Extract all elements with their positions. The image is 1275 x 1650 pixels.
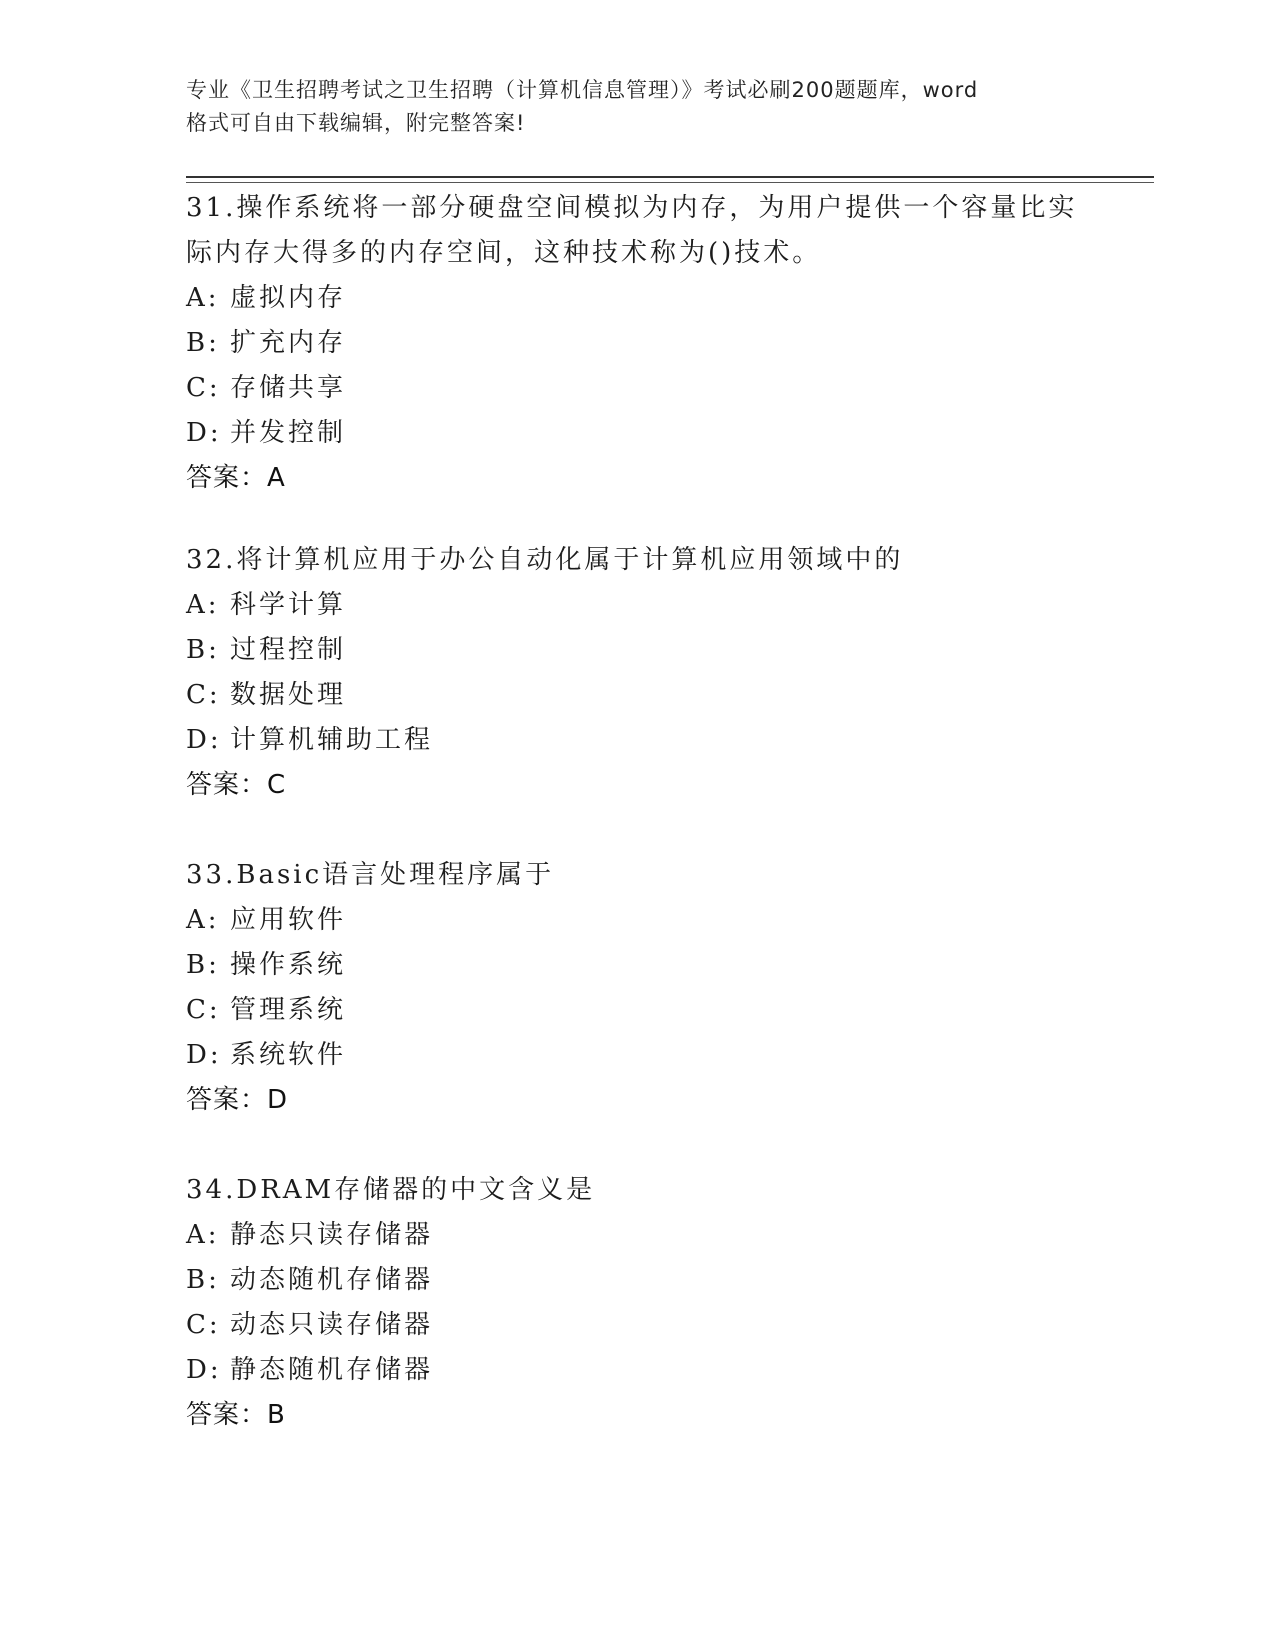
question-32 bbox=[186, 538, 1086, 808]
option-d bbox=[186, 1348, 1086, 1393]
option-letter: B: bbox=[186, 950, 220, 980]
header-divider-thin bbox=[186, 182, 1154, 183]
option-c bbox=[186, 673, 1086, 718]
option-text: 数据处理 bbox=[230, 680, 347, 710]
option-b bbox=[186, 1258, 1086, 1303]
option-letter: A: bbox=[186, 1220, 220, 1250]
question-stem: 32.将计算机应用于办公自动化属于计算机应用领域中的 bbox=[186, 545, 904, 575]
option-d bbox=[186, 1033, 1086, 1078]
option-text: 动态随机存储器 bbox=[230, 1265, 434, 1295]
option-b bbox=[186, 321, 1086, 366]
header-line-2: 格式可自由下载编辑，附完整答案! bbox=[186, 111, 526, 135]
option-a bbox=[186, 898, 1086, 943]
option-d bbox=[186, 411, 1086, 456]
header-divider-thick bbox=[186, 176, 1154, 178]
option-letter: D: bbox=[186, 418, 222, 448]
option-letter: C: bbox=[186, 373, 221, 403]
option-text: 计算机辅助工程 bbox=[230, 725, 434, 755]
option-letter: A: bbox=[186, 283, 220, 313]
header-line-1: 专业《卫生招聘考试之卫生招聘（计算机信息管理）》考试必刷200题题库，word bbox=[186, 78, 979, 102]
option-letter: B: bbox=[186, 328, 220, 358]
document-header bbox=[186, 74, 1086, 140]
option-a bbox=[186, 583, 1086, 628]
option-letter: D: bbox=[186, 1040, 222, 1070]
option-text: 动态只读存储器 bbox=[230, 1310, 434, 1340]
option-letter: B: bbox=[186, 1265, 220, 1295]
option-text: 科学计算 bbox=[230, 590, 347, 620]
option-c bbox=[186, 366, 1086, 411]
option-c bbox=[186, 1303, 1086, 1348]
answer-line: 答案：B bbox=[186, 1400, 286, 1430]
option-text: 应用软件 bbox=[230, 905, 347, 935]
option-text: 操作系统 bbox=[230, 950, 347, 980]
option-c bbox=[186, 988, 1086, 1033]
question-34 bbox=[186, 1168, 1086, 1438]
option-text: 系统软件 bbox=[230, 1040, 347, 1070]
option-text: 虚拟内存 bbox=[230, 283, 347, 313]
option-text: 管理系统 bbox=[230, 995, 347, 1025]
option-text: 扩充内存 bbox=[230, 328, 347, 358]
option-letter: C: bbox=[186, 1310, 221, 1340]
option-text: 静态随机存储器 bbox=[230, 1355, 434, 1385]
option-letter: A: bbox=[186, 590, 220, 620]
answer-line: 答案：A bbox=[186, 463, 286, 493]
question-31 bbox=[186, 186, 1086, 501]
option-text: 存储共享 bbox=[230, 373, 347, 403]
option-text: 静态只读存储器 bbox=[230, 1220, 434, 1250]
option-letter: D: bbox=[186, 1355, 222, 1385]
option-a bbox=[186, 276, 1086, 321]
question-stem: 33.Basic语言处理程序属于 bbox=[186, 860, 555, 890]
option-text: 并发控制 bbox=[230, 418, 347, 448]
question-stem: 31.操作系统将一部分硬盘空间模拟为内存，为用户提供一个容量比实 bbox=[186, 193, 1078, 223]
question-stem-continued: 际内存大得多的内存空间，这种技术称为()技术。 bbox=[186, 238, 822, 268]
option-letter: B: bbox=[186, 635, 220, 665]
option-b bbox=[186, 943, 1086, 988]
option-text: 过程控制 bbox=[230, 635, 347, 665]
question-33 bbox=[186, 853, 1086, 1123]
option-letter: C: bbox=[186, 680, 221, 710]
option-letter: D: bbox=[186, 725, 222, 755]
option-d bbox=[186, 718, 1086, 763]
option-a bbox=[186, 1213, 1086, 1258]
option-letter: A: bbox=[186, 905, 220, 935]
answer-line: 答案：D bbox=[186, 1085, 289, 1115]
answer-line: 答案：C bbox=[186, 770, 287, 800]
option-b bbox=[186, 628, 1086, 673]
option-letter: C: bbox=[186, 995, 221, 1025]
question-stem: 34.DRAM存储器的中文含义是 bbox=[186, 1175, 596, 1205]
